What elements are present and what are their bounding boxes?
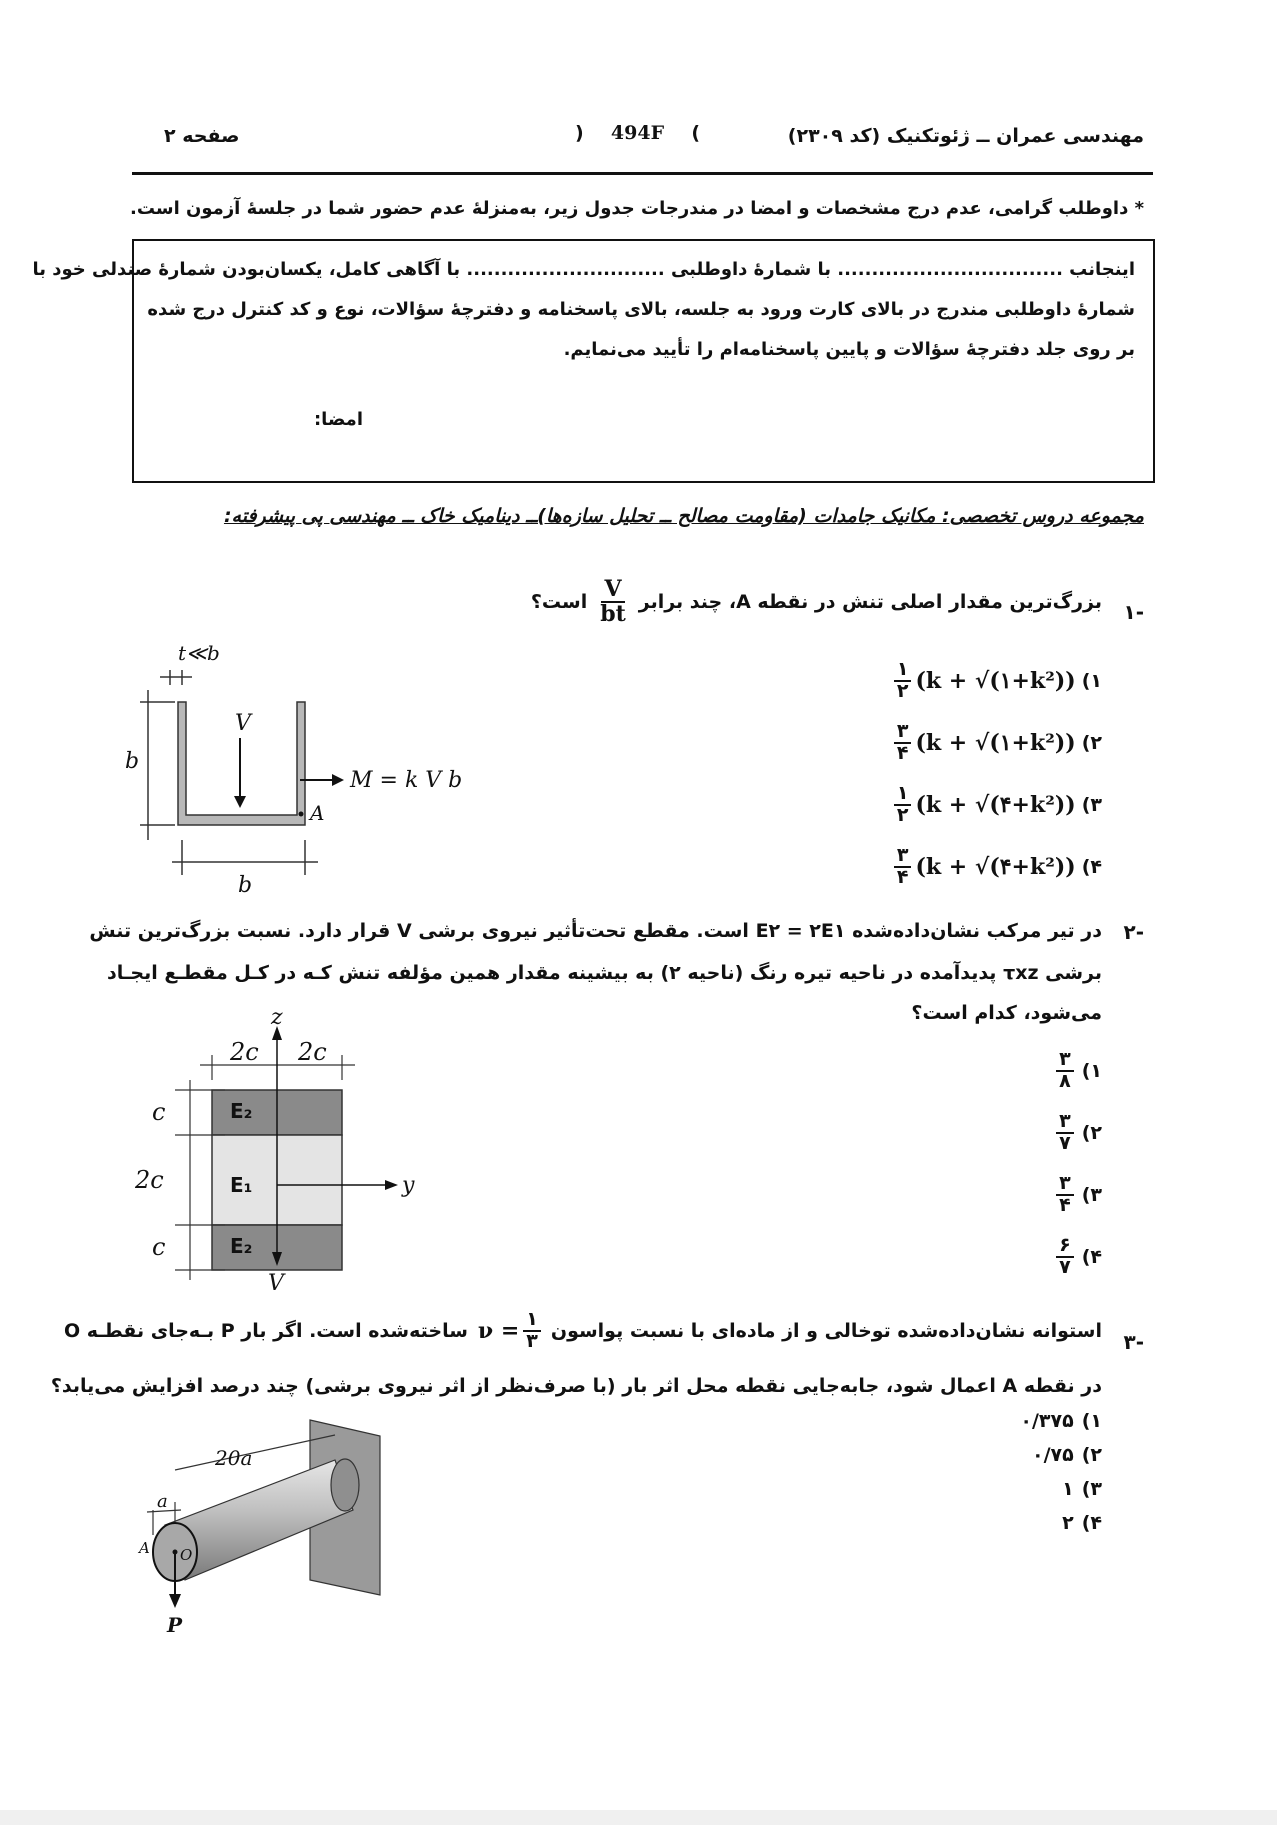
q3-fig-a-dim: a — [157, 1491, 168, 1512]
q2-option-3-label: ۳) — [1081, 1184, 1102, 1206]
q1-option-4-label: ۴) — [1081, 856, 1102, 878]
q3-nu-den: ۳ — [526, 1329, 538, 1352]
q1-option-1-frac — [894, 660, 912, 702]
q2-line-1: در تیر مرکب نشان‌داده‌شده E۲ = ۲E۱ است. مقطع تحت‌تأثیر نیروی برشی V قرار دارد. نسبت بزرگ‌ترین تنش — [89, 920, 1102, 942]
header-course-title: مهندسی عمران ــ ژئوتکنیک (کد ۲۳۰۹) — [787, 125, 1144, 147]
declaration-line-1: اینجانب ................................. با شمارهٔ داوطلبی ............................. با آگاهی کامل، یکسان‌بودن شمارهٔ صندلی خود با — [32, 259, 1135, 280]
q1-option-1[interactable] — [862, 650, 1102, 712]
q3-fig-point-o: O — [180, 1546, 193, 1564]
q2-line-3: می‌شود، کدام است؟ — [911, 1002, 1102, 1024]
q1-text-after: است؟ — [530, 591, 588, 614]
q3-line-2: در نقطه A اعمال شود، جابه‌جایی نقطه محل اثر بار (با صرف‌نظر از اثر نیروی برشی) چند درصد افزایش می‌یابد؟ — [50, 1375, 1102, 1397]
header-page-number: صفحه ۲ — [164, 125, 240, 147]
q2-option-2[interactable] — [1022, 1102, 1102, 1164]
q3-nu-num: ۱ — [523, 1310, 541, 1332]
q1-fig-m-label: M = k V b — [350, 768, 463, 793]
q3-line-1 — [64, 1310, 1102, 1352]
q1-opt1-num: ۱ — [894, 660, 912, 682]
q1-frac-num: V — [601, 578, 624, 603]
q3-option-1[interactable] — [982, 1410, 1102, 1444]
q3-option-2[interactable] — [982, 1444, 1102, 1478]
q2-opt1-num: ۳ — [1056, 1050, 1074, 1072]
q2-opt4-num: ۶ — [1056, 1236, 1074, 1258]
q2-line-2: برشی τxz پدیدآمده در ناحیه تیره رنگ (ناحیه ۲) به بیشینه مقدار همین مؤلفه تنش کـه در کـل مقطـع ایجـاد — [107, 962, 1102, 984]
q1-text-before: بزرگ‌ترین مقدار اصلی تنش در نقطه A، چند برابر — [638, 591, 1102, 614]
q2-option-4[interactable] — [1022, 1226, 1102, 1288]
q2-fig-dim-c-top: c — [152, 1098, 166, 1126]
q1-fig-b-bottom: b — [238, 873, 253, 895]
notice-text: * داوطلب گرامی، عدم درج مشخصات و امضا در مندرجات جدول زیر، به‌منزلهٔ عدم حضور شما در جلسهٔ آزمون است. — [130, 198, 1144, 219]
q2-fig-dim-top-left: 2c — [230, 1038, 259, 1066]
q3-option-1-label: ۱) — [1081, 1410, 1102, 1432]
q1-number: ۱- — [1123, 600, 1144, 624]
q2-number: ۲- — [1123, 920, 1144, 944]
q1-figure-channel-section — [120, 630, 480, 895]
q3-fig-load-p: P — [167, 1613, 183, 1637]
q2-option-1-label: ۱) — [1081, 1060, 1102, 1082]
q3-option-4-label: ۴) — [1081, 1512, 1102, 1534]
q1-option-1-expr: (k + √(۱+k²)) — [915, 668, 1076, 694]
q3-line-1-after: ساخته‌شده است. اگر بار P بـه‌جای نقطـه O — [63, 1319, 468, 1342]
q1-option-2[interactable] — [862, 712, 1102, 774]
q2-fig-z-axis: z — [271, 1005, 283, 1030]
q1-option-1-label: ۱) — [1081, 670, 1102, 692]
q1-opt2-den: ۴ — [896, 742, 909, 764]
q2-fig-dim-top-right: 2c — [298, 1038, 327, 1066]
q1-text — [531, 578, 1102, 626]
q1-option-4-frac — [894, 846, 912, 888]
q1-opt2-num: ۳ — [894, 722, 912, 744]
q2-opt3-num: ۳ — [1056, 1174, 1074, 1196]
q1-opt4-den: ۴ — [896, 866, 909, 888]
q2-opt2-den: ۷ — [1059, 1132, 1071, 1154]
q2-fig-e1: E₁ — [230, 1173, 253, 1197]
header-divider — [132, 172, 1153, 175]
q1-opt1-den: ۲ — [896, 680, 909, 702]
q2-fig-e2-bottom: E₂ — [230, 1234, 253, 1258]
q2-fig-y-axis: y — [402, 1173, 415, 1198]
q2-fig-dim-c-bottom: c — [152, 1233, 166, 1261]
signature-label: امضا: — [313, 409, 363, 430]
q1-options — [862, 650, 1102, 898]
q1-option-2-label: ۲) — [1081, 732, 1102, 754]
q1-fraction — [597, 578, 629, 626]
q1-frac-den: bt — [600, 601, 626, 628]
q3-options — [982, 1410, 1102, 1546]
code-paren-close: ( — [691, 122, 700, 144]
q2-opt1-den: ۸ — [1059, 1070, 1071, 1092]
q2-option-1-frac — [1056, 1050, 1074, 1092]
q1-fig-b-side: b — [125, 749, 140, 774]
q3-figure-cylinder — [125, 1410, 415, 1650]
q3-option-3[interactable] — [982, 1478, 1102, 1512]
page-bottom-strip — [0, 1810, 1277, 1825]
declaration-line-2: شمارهٔ داوطلبی مندرج در بالای کارت ورود به جلسه، بالای پاسخنامه و دفترچهٔ سؤالات، نوع و کد کنترل درج شده — [147, 299, 1135, 320]
q3-fig-length-label: 20a — [215, 1446, 253, 1470]
q3-option-2-value: ۰/۷۵ — [1031, 1444, 1074, 1466]
q1-option-4-expr: (k + √(۴+k²)) — [915, 854, 1076, 880]
q3-option-4-value: ۲ — [1062, 1512, 1074, 1534]
subjects-heading: مجموعه دروس تخصصی: مکانیک جامدات (مقاومت مصالح ــ تحلیل سازه‌ها)ــ دینامیک خاک ــ مهندسی پی پیشرفته: — [223, 505, 1144, 527]
q2-option-3-frac — [1056, 1174, 1074, 1216]
q3-nu-fraction — [523, 1310, 541, 1352]
q3-fig-point-a: A — [139, 1539, 150, 1557]
q3-line-1-before: استوانه نشان‌داده‌شده توخالی و از ماده‌ای با نسبت پواسون — [550, 1319, 1102, 1342]
q3-option-1-value: ۰/۳۷۵ — [1020, 1410, 1074, 1432]
q1-option-2-expr: (k + √(۱+k²)) — [915, 730, 1076, 756]
q1-fig-a-label: A — [310, 801, 325, 825]
q2-fig-v-label: V — [268, 1271, 284, 1295]
q1-option-2-frac — [894, 722, 912, 764]
q1-option-3-frac — [894, 784, 912, 826]
q2-fig-e2-top: E₂ — [230, 1099, 253, 1123]
q2-option-4-label: ۴) — [1081, 1246, 1102, 1268]
code-paren-open: ) — [575, 122, 584, 144]
q3-option-2-label: ۲) — [1081, 1444, 1102, 1466]
q1-opt3-num: ۱ — [894, 784, 912, 806]
q1-option-3-expr: (k + √(۴+k²)) — [915, 792, 1076, 818]
q1-opt4-num: ۳ — [894, 846, 912, 868]
booklet-code: 494F — [610, 122, 665, 144]
q2-option-3[interactable] — [1022, 1164, 1102, 1226]
q2-opt4-den: ۷ — [1059, 1256, 1071, 1278]
q2-option-2-frac — [1056, 1112, 1074, 1154]
q1-opt3-den: ۲ — [896, 804, 909, 826]
q3-option-3-value: ۱ — [1062, 1478, 1074, 1500]
declaration-line-3: بر روی جلد دفترچهٔ سؤالات و پایین پاسخنامه‌ام را تأیید می‌نمایم. — [563, 339, 1135, 360]
q3-nu-symbol: ν = — [477, 1317, 520, 1344]
header-booklet-code — [575, 122, 700, 144]
q1-option-3-label: ۳) — [1081, 794, 1102, 816]
q3-option-3-label: ۳) — [1081, 1478, 1102, 1500]
q2-option-4-frac — [1056, 1236, 1074, 1278]
q2-opt2-num: ۳ — [1056, 1112, 1074, 1134]
q2-opt3-den: ۴ — [1059, 1194, 1071, 1216]
q2-options — [1022, 1040, 1102, 1288]
q1-option-3[interactable] — [862, 774, 1102, 836]
q2-fig-dim-2c: 2c — [135, 1166, 164, 1194]
candidate-declaration-box — [32, 239, 1155, 483]
q3-option-4[interactable] — [982, 1512, 1102, 1546]
q3-number: ۳- — [1123, 1330, 1144, 1354]
q2-figure-composite-section — [130, 1000, 450, 1295]
q1-fig-t-label: t≪b — [178, 641, 220, 665]
q2-option-2-label: ۲) — [1081, 1122, 1102, 1144]
q1-fig-v-label: V — [235, 711, 251, 736]
q2-option-1[interactable] — [1022, 1040, 1102, 1102]
q1-option-4[interactable] — [862, 836, 1102, 898]
